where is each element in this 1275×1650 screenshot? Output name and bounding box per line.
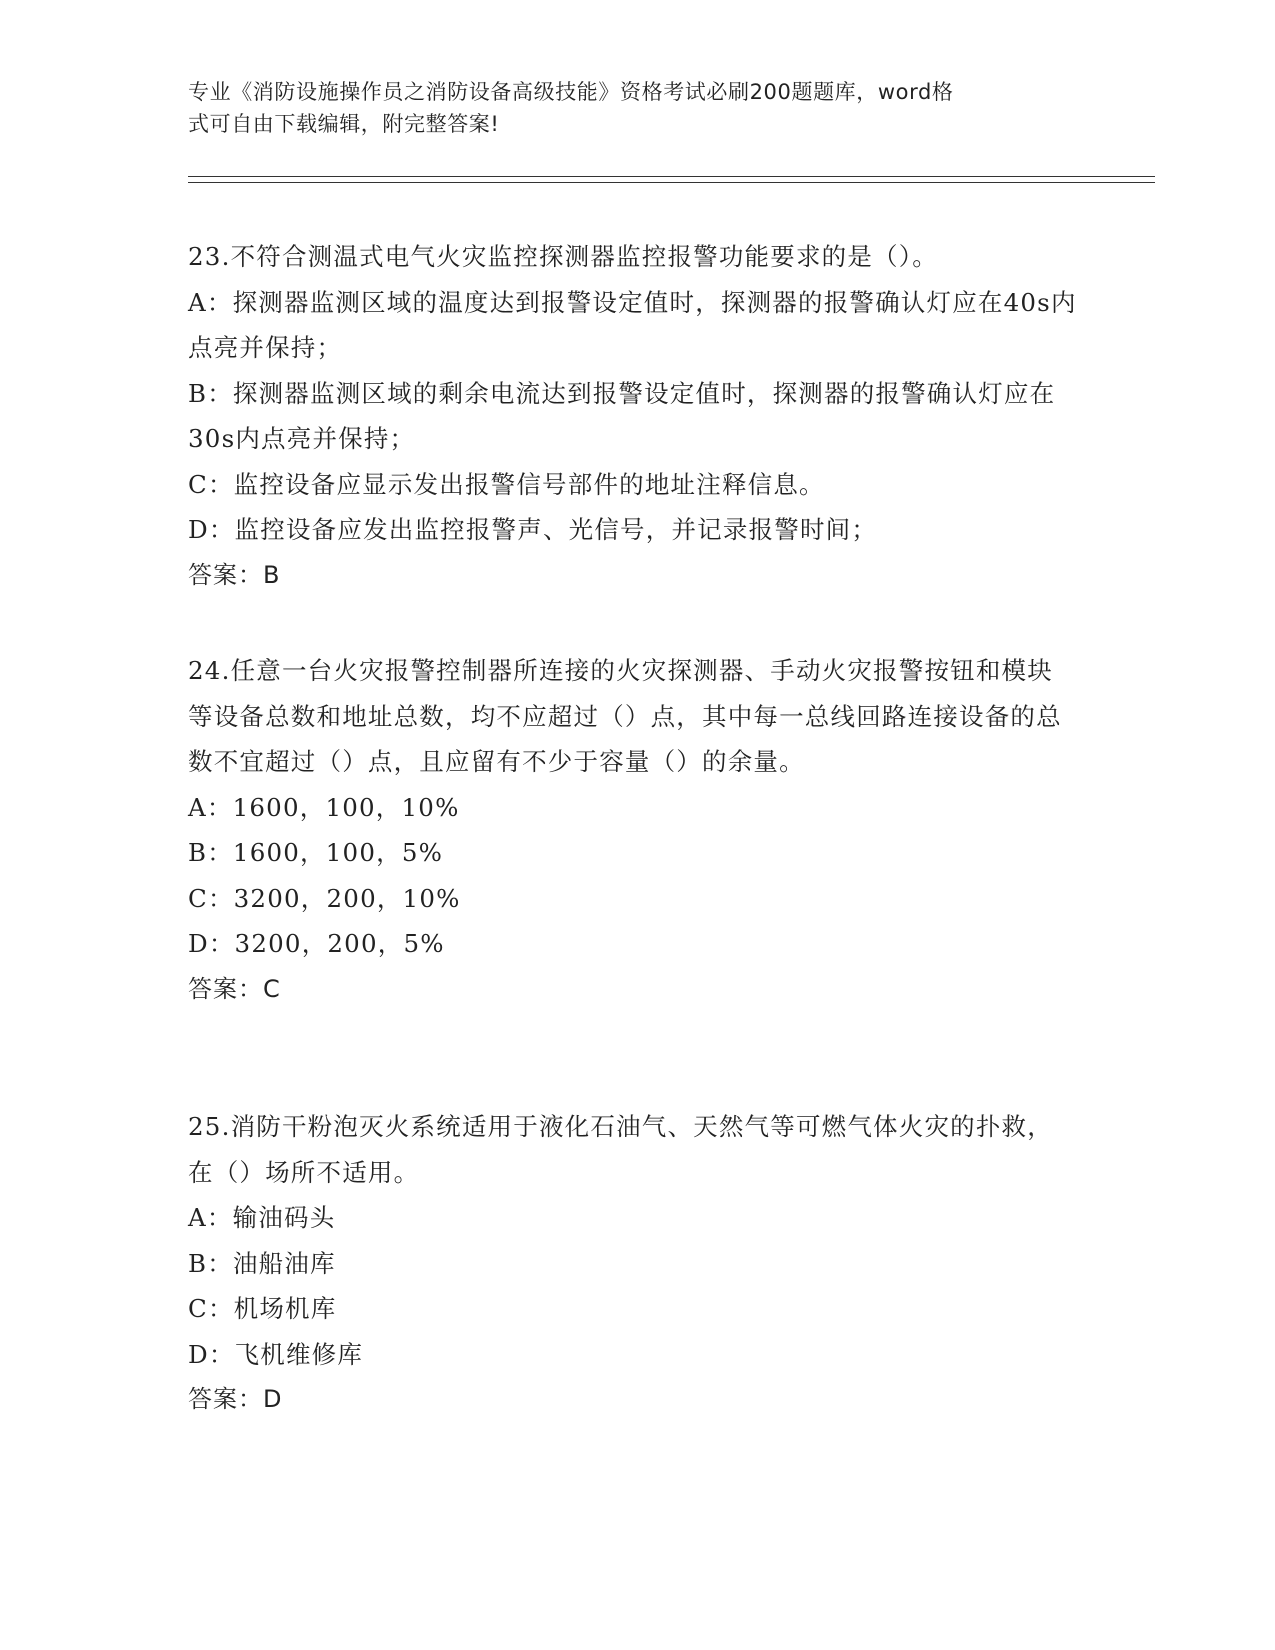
option-d: D：飞机维修库 bbox=[188, 1339, 364, 1369]
option-a: A：探测器监测区域的温度达到报警设定值时，探测器的报警确认灯应在40s内点亮并保持； bbox=[188, 287, 1077, 362]
header-divider-top bbox=[188, 176, 1155, 177]
option-c: C：机场机库 bbox=[188, 1294, 337, 1323]
option-d: D：监控设备应发出监控报警声、光信号，并记录报警时间； bbox=[188, 515, 878, 544]
option-b: B：探测器监测区域的剩余电流达到报警设定值时，探测器的报警确认灯应在30s内点亮并保持； bbox=[188, 378, 1056, 453]
question-24 bbox=[188, 648, 1078, 1012]
document-header bbox=[188, 76, 1068, 140]
question-23 bbox=[188, 234, 1078, 598]
header-line-1: 专业《消防设施操作员之消防设备高级技能》资格考试必刷200题题库，word格 bbox=[188, 80, 954, 104]
answer: 答案：D bbox=[188, 1385, 283, 1413]
option-b: B：1600，100，5% bbox=[188, 838, 444, 867]
option-d: D：3200，200，5% bbox=[188, 929, 445, 958]
question-text: 24.任意一台火灾报警控制器所连接的火灾探测器、手动火灾报警按钮和模块等设备总数和地址总数，均不应超过（）点，其中每一总线回路连接设备的总数不宜超过（）点，且应留有不少于容量（）的余量。 bbox=[188, 656, 1062, 776]
question-25 bbox=[188, 1104, 1078, 1423]
option-c: C：监控设备应显示发出报警信号部件的地址注释信息。 bbox=[188, 469, 825, 499]
option-a: A：输油码头 bbox=[188, 1203, 336, 1232]
option-b: B：油船油库 bbox=[188, 1248, 336, 1278]
header-line-2: 式可自由下载编辑，附完整答案! bbox=[188, 112, 500, 136]
answer: 答案：B bbox=[188, 560, 281, 589]
option-c: C：3200，200，10% bbox=[188, 883, 461, 913]
option-a: A：1600，100，10% bbox=[188, 792, 460, 822]
answer: 答案：C bbox=[188, 974, 281, 1003]
question-text: 25.消防干粉泡灭火系统适用于液化石油气、天然气等可燃气体火灾的扑救，在（）场所不适用。 bbox=[188, 1112, 1053, 1187]
question-text: 23.不符合测温式电气火灾监控探测器监控报警功能要求的是（）。 bbox=[188, 242, 938, 271]
header-divider-bottom bbox=[188, 182, 1155, 183]
